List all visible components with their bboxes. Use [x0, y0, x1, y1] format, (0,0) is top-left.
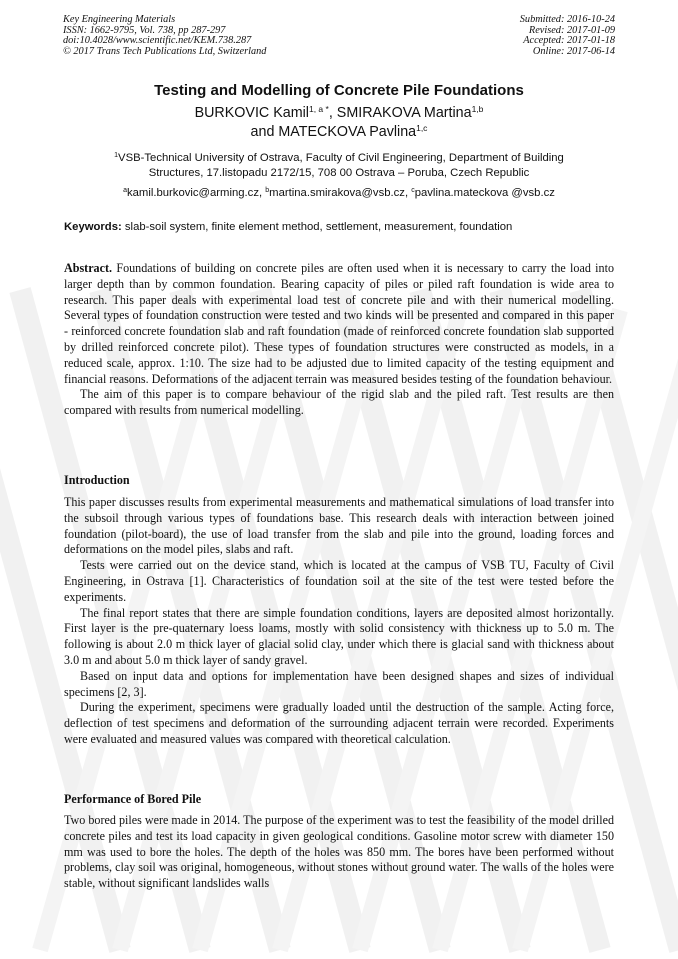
- email-list: [40, 187, 638, 199]
- online-date: Online: 2017-06-14: [532, 45, 615, 57]
- keywords: [64, 221, 512, 233]
- copyright-line: © 2017 Trans Tech Publications Ltd, Switzerland: [63, 45, 267, 57]
- affiliation: [40, 151, 638, 180]
- issn-line: ISSN: 1662-9795, Vol. 738, pp 287-297: [63, 24, 226, 36]
- introduction-heading: Introduction: [64, 473, 130, 487]
- doi-line: doi:10.4028/www.scientific.net/KEM.738.287: [63, 35, 252, 47]
- author-3-sup: 1,c: [416, 123, 428, 133]
- abstract-paragraph-1: Foundations of building on concrete piles are often used when it is necessary to carry the load into larger depth than by common foundation. Bearing capacity of piles or piled raft foundation is wide area to research. This paper deals with experimental load test of concrete pile and with their numerical modelling. Several types of foundation construction were tested and two kinds will be presented and compared in this paper - reinforced concrete foundation slab and raft foundation (made of reinforced concrete foundation slab supported by drilled reinforced concrete pilot). These types of foundation structures were constructed as models, in a reduced scale, approx. 1:10. The size had to be adjusted due to limited capacity of the testing equipment and financial reasons. Deformations of the adjacent terrain was measured besides testing of the foundation behaviour.: [64, 261, 614, 386]
- abstract-label: Abstract.: [64, 261, 113, 275]
- keywords-text: slab-soil system, finite element method, settlement, measurement, foundation: [124, 221, 513, 233]
- author-1: BURKOVIC Kamil: [194, 105, 309, 121]
- affiliation-line-1: VSB-Technical University of Ostrava, Faculty of Civil Engineering, Department of Building: [118, 152, 564, 164]
- performance-body: [64, 813, 614, 892]
- email-a: kamil.burkovic@arming.cz,: [126, 187, 263, 199]
- email-a-sup: a: [123, 187, 127, 194]
- author-1-sup: 1, a *: [308, 104, 329, 114]
- email-b: martina.smirakova@vsb.cz,: [269, 187, 409, 199]
- intro-paragraph: Tests were carried out on the device stand, which is located at the campus of VSB TU, Faculty of Civil Engineering, in Ostrava [1]. Characteristics of foundation soil at the site of the test were tested before the experiments.: [64, 558, 614, 604]
- accepted-date: Accepted: 2017-01-18: [523, 35, 615, 47]
- abstract-paragraph-2: The aim of this paper is to compare behaviour of the rigid slab and the piled raft. Test results are then compared with results from numerical modelling.: [64, 387, 614, 418]
- email-c: pavlina.mateckova @vsb.cz: [414, 187, 555, 199]
- journal-info: [63, 15, 266, 57]
- author-2: SMIRAKOVA Martina: [336, 105, 472, 121]
- revised-date: Revised: 2017-01-09: [528, 24, 615, 36]
- submitted-date: Submitted: 2016-10-24: [519, 14, 615, 25]
- introduction-body: [64, 495, 614, 748]
- author-2-sup: 1,b: [471, 104, 484, 114]
- paper-title: Testing and Modelling of Concrete Pile Foundations: [154, 82, 524, 99]
- intro-paragraph: During the experiment, specimens were gradually loaded until the destruction of the sample. Acting force, deflection of test specimens and deformation of the surrounding adjacent terrain were recorded. Experiments were evaluated and measured values was compared with theoretical calculation.: [64, 700, 614, 746]
- keywords-label: Keywords:: [64, 221, 122, 233]
- journal-name: Key Engineering Materials: [63, 14, 176, 25]
- intro-paragraph: The final report states that there are simple foundation conditions, layers are deposited almost horizontally. First layer is the pre-quaternary loess loams, mostly with solid consistency with thickness up to 5.0 m. The following is about 2.0 m thick layer of glacial solid clay, under which there is glacial sand with thickness about 3.0 m and about 5.0 m thick layer of sandy gravel.: [64, 605, 614, 667]
- email-b-sup: b: [265, 187, 270, 194]
- dates-info: [520, 15, 615, 57]
- performance-heading: Performance of Bored Pile: [64, 792, 202, 806]
- email-c-sup: c: [411, 187, 415, 194]
- affiliation-line-2: Structures, 17.listopadu 2172/15, 708 00 Ostrava – Poruba, Czech Republic: [148, 166, 530, 179]
- affiliation-sup: 1: [114, 152, 119, 159]
- performance-paragraph: Two bored piles were made in 2014. The purpose of the experiment was to test the feasibility of the model drilled concrete piles and test its load capacity in given geological conditions. Gasoline motor screw with diameter 150 mm was used to bore the holes. The depth of the holes was 850 mm. The bores have been performed without problems, clay soil was original, homogeneous, without stones without ground water. The walls of the holes were stable, without significant landslides walls: [64, 813, 614, 891]
- author-list: BURKOVIC Kamil$^{1, a *}$, SMIRAKOVA Martina$^{1,b}$ and MATECKOVA Pavlina$^{1,c}$: [194, 104, 484, 140]
- author-3: and MATECKOVA Pavlina: [250, 124, 417, 140]
- intro-paragraph: This paper discusses results from experimental measurements and mathematical simulations of load transfer into the subsoil through various types of foundations base. This research deals with interaction between joined foundation (pilot-board), the use of load transfer from the slab and pile into the ground, loading forces and deformations on the model piles, slabs and raft.: [64, 495, 614, 557]
- abstract: [64, 261, 614, 419]
- intro-paragraph: Based on input data and options for implementation have been designed shapes and sizes of individual specimens [2, 3].: [64, 668, 614, 699]
